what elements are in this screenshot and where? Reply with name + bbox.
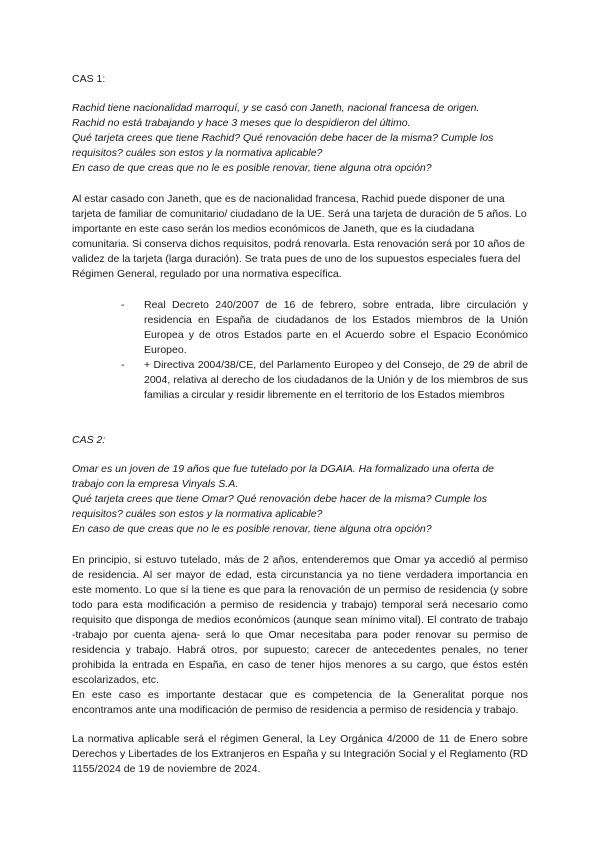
case-2-answer-paragraph: La normativa aplicable será el régimen General, la Ley Orgánica 4/2000 de 11 de Enero sobre Derechos y Libertades de los Extranjeros en España y su Integración Social y el Reglamento (RD 1155/2024 de 19 de noviembre de 2024. (72, 733, 528, 775)
reference-text: + Directiva 2004/38/CE, del Parlamento Europeo y del Consejo, de 29 de abril de 2004, relativa al derecho de los ciudadanos de la Unión y de los miembros de sus familias a circular y residir libremente en el territorio de los Estados miembros (144, 359, 528, 401)
case-1-question: Qué tarjeta crees que tiene Rachid? Qué renovación debe hacer de la misma? Cumple los requisitos? cuáles son estos y la normativa aplicable? (72, 132, 494, 159)
reference-item (121, 298, 528, 358)
case-1-title: CAS 1: (72, 73, 106, 85)
case-1-question: En caso de que creas que no le es posible renovar, tiene alguna otra opción? (72, 162, 432, 174)
case-2-answer-paragraph: En este caso es importante destacar que es competencia de la Generalitat porque nos encontramos ante una modificación de permiso de residencia a permiso de residencia y trabajo. (72, 689, 528, 716)
case-1-question: Rachid tiene nacionalidad marroquí, y se casó con Janeth, nacional francesa de origen. (72, 102, 480, 114)
case-2-answer-paragraph: En principio, si estuvo tutelado, más de 2 años, entenderemos que Omar ya accedió al permiso de residencia. Al ser mayor de edad, esta circunstancia ya no tiene verdadera importancia en este momento. Lo que sí la tiene es que para la renovación de un permiso de residencia (y sobre todo para esta modificación a permiso de residencia y trabajo) temporal será necesario como requisito que disponga de medios económicos (aunque sean mínimo vital). El contrato de trabajo -trabajo por cuenta ajena- será lo que Omar necesitaba para poder renovar su permiso de residencia y trabajo. Habrá otros, por supuesto; carecer de antecedentes penales, no tener prohibida la entrada en España, en caso de tener hijos menores a su cargo, que éstos estén escolarizados, etc. (72, 554, 528, 686)
case-2-question: En caso de que creas que no le es posible renovar, tiene alguna otra opción? (72, 523, 432, 535)
case-1-questions (72, 101, 528, 176)
reference-text: Real Decreto 240/2007 de 16 de febrero, sobre entrada, libre circulación y residencia en España de ciudadanos de los Estados miembros de la Unión Europea y de otros Estados parte en el Acuerdo sobre el Espacio Económico Europeo. (144, 299, 528, 356)
list-marker: - (121, 359, 125, 371)
reference-item (121, 358, 528, 403)
case-2-question: Omar es un joven de 19 años que fue tutelado por la DGAIA. Ha formalizado una oferta de trabajo con la empresa Vinyals S.A. (72, 463, 495, 490)
case-1-answer: Al estar casado con Janeth, que es de nacionalidad francesa, Rachid puede disponer de una tarjeta de familiar de comunitario/ ciudadano de la UE. Será una tarjeta de duración de 5 años. Lo importante en este caso serán los medios económicos de Janeth, que es la ciudadana comunitaria. Si conserva dichos requisitos, podrá renovarla. Esta renovación será por 10 años de validez de la tarjeta (larga duración). Se trata pues de uno de los supuestos especiales fuera del Régimen General, regulado por una normativa específica. (72, 193, 527, 280)
case-2-questions (72, 462, 528, 537)
case-2-title: CAS 2: (72, 434, 106, 446)
case-1-question: Rachid no está trabajando y hace 3 meses que lo despidieron del último. (72, 117, 411, 129)
list-marker: - (121, 299, 125, 311)
case-1-references (72, 298, 528, 403)
document-page (72, 72, 528, 777)
case-2-question: Qué tarjeta crees que tiene Omar? Qué renovación debe hacer de la misma? Cumple los requisitos? cuáles son estos y la normativa aplicable? (72, 493, 487, 520)
